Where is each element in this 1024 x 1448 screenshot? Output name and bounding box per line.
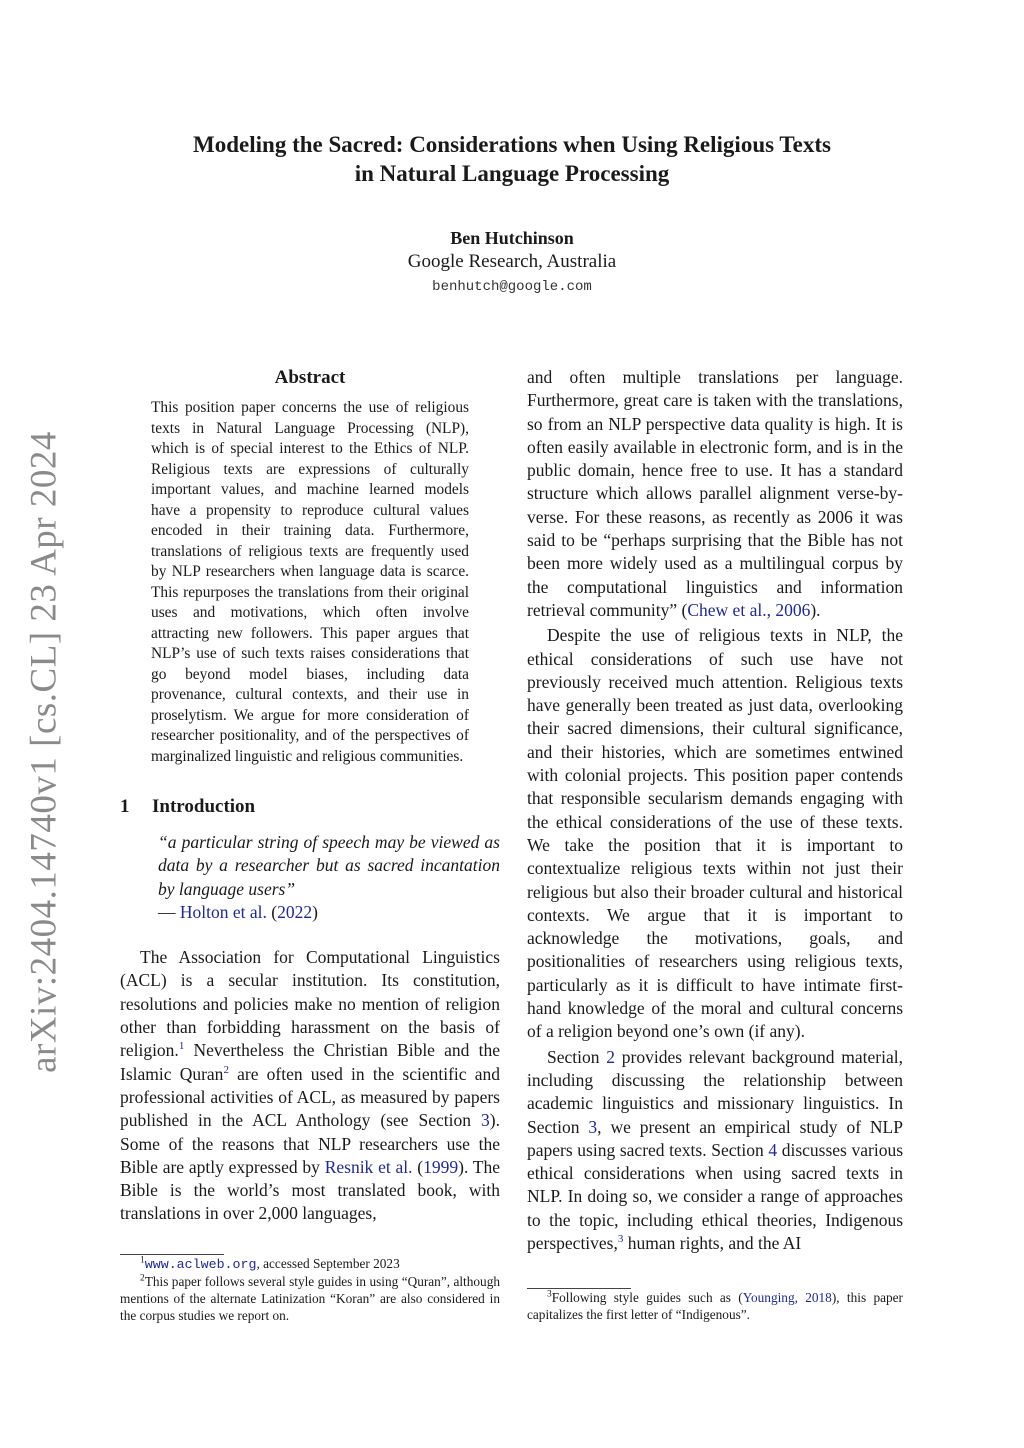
arxiv-identifier-stamp: arXiv:2404.14740v1 [cs.CL] 23 Apr 2024 <box>23 431 65 1073</box>
paragraph-text: Nevertheless the Christian Bible and the Islamic Quran <box>120 1040 500 1084</box>
author-block <box>0 226 1024 300</box>
right-paragraph-3 <box>527 1046 903 1256</box>
citation-link-chew[interactable]: Chew et al., 2006 <box>687 599 811 620</box>
footnote-mark: 3 <box>547 1289 552 1300</box>
citation-paren-close: ) <box>312 901 318 922</box>
citation-paren-open: ( <box>266 901 278 922</box>
section-ref-link-4[interactable]: 4 <box>768 1139 778 1160</box>
paragraph-text: ). The Bible is the world’s most translated book, with translations in over 2,000 languages, <box>120 1156 501 1224</box>
citation-link-resnik[interactable]: Resnik et al. <box>324 1156 413 1177</box>
author-affiliation: Google Research, Australia <box>407 251 617 272</box>
epigraph-quote <box>158 831 500 924</box>
right-paragraph-2: Despite the use of religious texts in NLP, the ethical considerations of such use have not previously received much attention. Religious texts have generally been treated as just data, overlooking their sacred dimensions, their cultural significance, and their histories, which are sometimes entwined with colonial projects. This position paper contends that responsible secularism demands engaging with the ethical considerations of the use of these texts. We take the position that it is important to contextualize religious texts within not just their religious but also their broader cultural and historical contexts. We argue that it is important to acknowledge the motivations, goals, and positionalities of researchers using religious texts, particularly as it is difficult to have intimate first-hand knowledge of the moral and cultural concerns of a religion beyond one’s own (if any). <box>527 625 903 1042</box>
footnote-url-link[interactable]: www.aclweb.org <box>144 1257 257 1272</box>
section-number: 1 <box>120 796 130 817</box>
paragraph-text: ( <box>412 1156 424 1177</box>
paragraph-text: ). Some of the reasons that NLP researchers use the Bible are aptly expressed by <box>120 1110 500 1177</box>
footnote-marker-1[interactable]: 1 <box>178 1040 185 1053</box>
footnote-2 <box>120 1273 500 1324</box>
paper-title-line-1: Modeling the Sacred: Considerations when Using Religious Texts <box>193 132 831 157</box>
footnote-marker-2[interactable]: 2 <box>223 1063 229 1076</box>
footnotes-right <box>527 1288 903 1323</box>
paragraph-text: are often used in the scientific and professional activities of ACL, as measured by papers published in the ACL Anthology (see Section <box>120 1063 501 1131</box>
footnote-mark: 1 <box>140 1255 145 1266</box>
footnote-mark: 2 <box>140 1273 145 1284</box>
footnote-3 <box>527 1289 903 1323</box>
epigraph-attribution <box>158 902 318 922</box>
section-title: Introduction <box>152 796 256 817</box>
footnote-text: , accessed September 2023 <box>256 1256 400 1271</box>
left-column <box>120 366 500 1226</box>
citation-year-link-resnik[interactable]: 1999 <box>423 1156 459 1177</box>
citation-link-holton[interactable]: Holton et al. <box>179 901 267 922</box>
footnote-text: This paper follows several style guides in using “Quran”, although mentions of the alternate Latinization “Koran” are also considered in the corpus studies we report on. <box>120 1274 500 1323</box>
epigraph-text: “a particular string of speech may be viewed as data by a researcher but as sacred incantation by language users” <box>158 832 500 899</box>
paragraph-text: and often multiple translations per language. Furthermore, great care is taken with the translations, so from an NLP perspective data quality is high. It is often easily available in electronic form, and is in the public domain, hence free to use. It has a standard structure which allows parallel alignment verse-by-verse. For these reasons, as recently as 2006 it was said to be “perhaps surprising that the Bible has not been more widely used as a multilingual corpus by the computational linguistics and information retrieval community” ( <box>527 367 903 620</box>
paper-title <box>120 130 904 188</box>
paragraph-text: human rights, and the AI <box>623 1232 802 1253</box>
footnote-text: Following style guides such as ( <box>551 1290 743 1305</box>
footnote-text: ), this paper capitalizes the first letter of “Indigenous”. <box>527 1290 903 1322</box>
section-ref-link-3[interactable]: 3 <box>481 1110 490 1131</box>
paragraph-text: Section <box>547 1046 607 1067</box>
paragraph-text: ). <box>810 599 821 620</box>
paragraph-text: , we present an empirical study of NLP papers using sacred texts. Section <box>527 1116 903 1160</box>
right-paragraph-1 <box>527 366 903 622</box>
abstract-heading: Abstract <box>274 367 346 388</box>
intro-paragraph-1 <box>120 946 500 1226</box>
paper-title-line-2: in Natural Language Processing <box>354 161 670 186</box>
footnote-1 <box>120 1255 500 1273</box>
section-ref-link-2[interactable]: 2 <box>606 1046 616 1067</box>
epigraph-dash: — <box>158 901 180 922</box>
abstract-text: This position paper concerns the use of religious texts in Natural Language Processing (NLP), which is of special interest to the Ethics of NLP. Religious texts are expressions of culturally important values, and machine learned models have a propensity to reproduce cultural values encoded in their training data. Furthermore, translations of religious texts are frequently used by NLP researchers when language data is scarce. This repurposes the translations from their original uses and motivations, which often involve attracting new followers. This paper argues that NLP’s use of such texts raises considerations that go beyond model biases, including data provenance, cultural contexts, and their use in proselytism. We argue for more consideration of researcher positionality, and of the perspectives of marginalized linguistic and religious communities. <box>151 399 469 765</box>
footnote-marker-3[interactable]: 3 <box>617 1233 624 1246</box>
author-name: Ben Hutchinson <box>450 228 574 248</box>
footnotes-left <box>120 1254 500 1324</box>
paragraph-text: provides relevant background material, including discussing the relationship between academic linguistics and missionary linguistics. In Section <box>527 1046 904 1137</box>
section-heading-introduction <box>120 795 500 819</box>
section-ref-link-3[interactable]: 3 <box>588 1116 598 1137</box>
right-column <box>527 366 903 1255</box>
citation-link-younging[interactable]: Younging, 2018 <box>742 1290 832 1305</box>
paragraph-text: discusses various ethical considerations when using sacred texts in NLP. In doing so, we consider a range of approaches to the topic, including ethical theories, Indigenous perspectives, <box>527 1139 904 1253</box>
paragraph-text: The Association for Computational Linguistics (ACL) is a secular institution. Its constitution, resolutions and policies make no mention of religion other than forbidding harassment on the basis of religion. <box>120 947 500 1061</box>
citation-year-link-holton[interactable]: 2022 <box>277 901 313 922</box>
author-email[interactable]: benhutch@google.com <box>432 279 592 295</box>
